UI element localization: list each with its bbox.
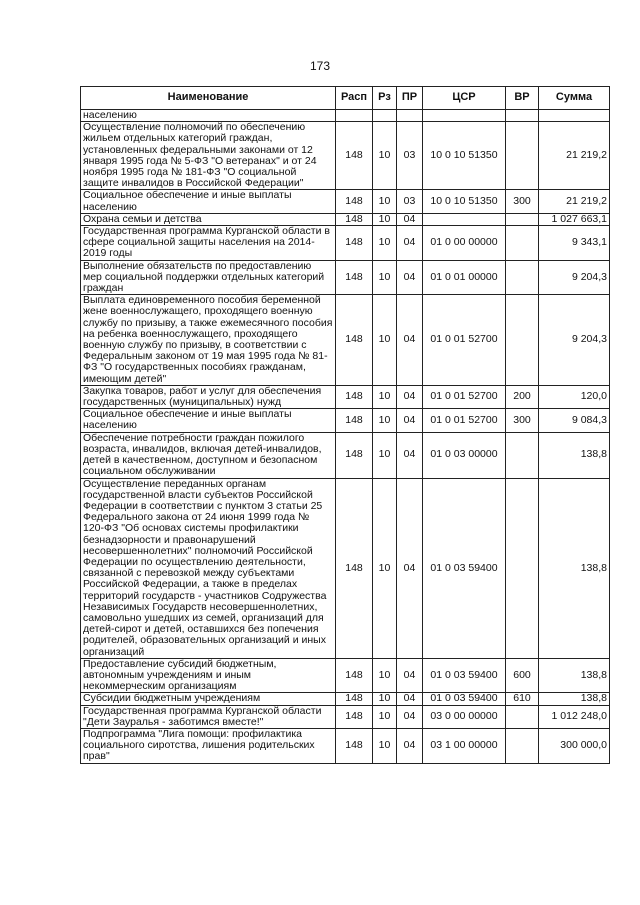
cell-name: Социальное обеспечение и иные выплаты населению	[81, 409, 336, 432]
cell-rasp: 148	[336, 693, 373, 705]
cell-vr: 610	[506, 693, 539, 705]
cell-name: Обеспечение потребности граждан пожилого возраста, инвалидов, включая детей-инвалидов, детей в качественном, доступном и безопасном социальном обслуживании	[81, 432, 336, 478]
cell-csr: 10 0 10 51350	[423, 122, 506, 190]
cell-rz: 10	[373, 705, 397, 728]
table-row	[81, 409, 610, 432]
cell-vr	[506, 260, 539, 295]
cell-rz: 10	[373, 385, 397, 408]
cell-rasp: 148	[336, 190, 373, 213]
cell-vr	[506, 226, 539, 261]
cell-rz: 10	[373, 260, 397, 295]
cell-pr: 04	[397, 432, 423, 478]
cell-sum: 9 204,3	[539, 260, 610, 295]
cell-rz: 10	[373, 226, 397, 261]
cell-csr: 10 0 10 51350	[423, 190, 506, 213]
cell-csr: 01 0 03 00000	[423, 432, 506, 478]
table-row	[81, 728, 610, 763]
cell-csr: 01 0 01 52700	[423, 295, 506, 386]
cell-rasp: 148	[336, 295, 373, 386]
page-number: 173	[309, 59, 331, 73]
table-row	[81, 478, 610, 658]
cell-vr	[506, 478, 539, 658]
cell-name: Закупка товаров, работ и услуг для обеспечения государственных (муниципальных) нужд	[81, 385, 336, 408]
header-csr: ЦСР	[423, 87, 506, 110]
cell-rz: 10	[373, 478, 397, 658]
cell-rz: 10	[373, 190, 397, 213]
table-row	[81, 705, 610, 728]
cell-vr	[506, 213, 539, 225]
cell-rz: 10	[373, 693, 397, 705]
cell-csr: 01 0 00 00000	[423, 226, 506, 261]
cell-csr: 01 0 01 00000	[423, 260, 506, 295]
cell-sum	[539, 110, 610, 122]
table-row	[81, 190, 610, 213]
cell-sum: 1 012 248,0	[539, 705, 610, 728]
table-row	[81, 295, 610, 386]
cell-pr: 04	[397, 693, 423, 705]
cell-csr: 01 0 03 59400	[423, 478, 506, 658]
cell-pr: 04	[397, 409, 423, 432]
cell-vr	[506, 295, 539, 386]
cell-vr: 300	[506, 190, 539, 213]
cell-rasp: 148	[336, 226, 373, 261]
cell-name: Государственная программа Курганской области в сфере социальной защиты населения на 2014-2019 годы	[81, 226, 336, 261]
cell-pr: 04	[397, 260, 423, 295]
cell-csr: 03 1 00 00000	[423, 728, 506, 763]
cell-rasp: 148	[336, 478, 373, 658]
header-pr: ПР	[397, 87, 423, 110]
cell-vr: 200	[506, 385, 539, 408]
cell-name: Предоставление субсидий бюджетным, автономным учреждениям и иным некоммерческим организациям	[81, 658, 336, 693]
cell-vr	[506, 110, 539, 122]
table-row	[81, 122, 610, 190]
cell-csr: 03 0 00 00000	[423, 705, 506, 728]
cell-name: Осуществление полномочий по обеспечению жильем отдельных категорий граждан, установленных федеральными законами от 12 января 1995 года № 5-ФЗ "О ветеранах" и от 24 ноября 1995 года № 181-ФЗ "О социальной защите инвалидов в Российской Федерации"	[81, 122, 336, 190]
cell-rz: 10	[373, 122, 397, 190]
cell-name: Социальное обеспечение и иные выплаты населению	[81, 190, 336, 213]
cell-rz: 10	[373, 295, 397, 386]
cell-sum: 9 204,3	[539, 295, 610, 386]
cell-pr: 04	[397, 295, 423, 386]
cell-pr: 04	[397, 728, 423, 763]
header-rasp: Расп	[336, 87, 373, 110]
cell-rasp: 148	[336, 385, 373, 408]
budget-table	[80, 86, 610, 764]
cell-rasp	[336, 110, 373, 122]
table-row	[81, 226, 610, 261]
cell-pr: 03	[397, 190, 423, 213]
cell-name: Выплата единовременного пособия беременной жене военнослужащего, проходящего военную службу по призыву, а также ежемесячного пособия на ребенка военнослужащего, проходящего военную службу по призыву, в соответствии с Федеральным законом от 19 мая 1995 года № 81-ФЗ "О государственных пособиях гражданам, имеющим детей"	[81, 295, 336, 386]
cell-rz: 10	[373, 728, 397, 763]
cell-name: Государственная программа Курганской области "Дети Зауралья - заботимся вместе!"	[81, 705, 336, 728]
cell-pr: 04	[397, 658, 423, 693]
cell-rz: 10	[373, 432, 397, 478]
cell-csr	[423, 110, 506, 122]
cell-pr: 04	[397, 226, 423, 261]
table-header-row	[81, 87, 610, 110]
cell-csr: 01 0 03 59400	[423, 658, 506, 693]
cell-rz: 10	[373, 658, 397, 693]
cell-sum: 120,0	[539, 385, 610, 408]
table-row	[81, 260, 610, 295]
table-row	[81, 658, 610, 693]
cell-rasp: 148	[336, 432, 373, 478]
header-name: Наименование	[81, 87, 336, 110]
cell-rasp: 148	[336, 705, 373, 728]
cell-csr	[423, 213, 506, 225]
table-row	[81, 110, 610, 122]
cell-csr: 01 0 03 59400	[423, 693, 506, 705]
cell-vr: 300	[506, 409, 539, 432]
cell-name: Осуществление переданных органам государственной власти субъектов Российской Федерации в соответствии с пунктом 3 статьи 25 Федерального закона от 24 июня 1999 года № 120-ФЗ "Об основах системы профилактики безнадзорности и правонарушений несовершеннолетних" полномочий Российской Федерации по осуществлению деятельности, связанной с перевозкой между субъектами Российской Федерации, а также в пределах территорий государств - участников Содружества Независимых Государств несовершеннолетних, самовольно ушедших из семей, организаций для детей-сирот и детей, оставшихся без попечения родителей, образовательных организаций и иных организаций	[81, 478, 336, 658]
cell-pr	[397, 110, 423, 122]
cell-name: Выполнение обязательств по предоставлению мер социальной поддержки отдельных категорий граждан	[81, 260, 336, 295]
cell-csr: 01 0 01 52700	[423, 385, 506, 408]
header-sum: Сумма	[539, 87, 610, 110]
cell-sum: 1 027 663,1	[539, 213, 610, 225]
cell-pr: 03	[397, 122, 423, 190]
cell-sum: 21 219,2	[539, 190, 610, 213]
cell-pr: 04	[397, 705, 423, 728]
cell-rasp: 148	[336, 122, 373, 190]
cell-name: населению	[81, 110, 336, 122]
cell-vr	[506, 728, 539, 763]
cell-rasp: 148	[336, 728, 373, 763]
cell-sum: 138,8	[539, 478, 610, 658]
cell-pr: 04	[397, 213, 423, 225]
cell-rasp: 148	[336, 409, 373, 432]
cell-sum: 138,8	[539, 693, 610, 705]
header-rz: Рз	[373, 87, 397, 110]
cell-name: Субсидии бюджетным учреждениям	[81, 693, 336, 705]
cell-vr	[506, 705, 539, 728]
cell-pr: 04	[397, 478, 423, 658]
cell-pr: 04	[397, 385, 423, 408]
cell-rz: 10	[373, 409, 397, 432]
cell-name: Подпрограмма "Лига помощи: профилактика социального сиротства, лишения родительских прав"	[81, 728, 336, 763]
table-row	[81, 213, 610, 225]
cell-sum: 138,8	[539, 432, 610, 478]
cell-sum: 21 219,2	[539, 122, 610, 190]
cell-vr: 600	[506, 658, 539, 693]
header-vr: ВР	[506, 87, 539, 110]
cell-vr	[506, 432, 539, 478]
cell-csr: 01 0 01 52700	[423, 409, 506, 432]
cell-vr	[506, 122, 539, 190]
table-row	[81, 385, 610, 408]
cell-rasp: 148	[336, 213, 373, 225]
table-row	[81, 693, 610, 705]
table-row	[81, 432, 610, 478]
cell-rasp: 148	[336, 658, 373, 693]
cell-sum: 138,8	[539, 658, 610, 693]
cell-rz	[373, 110, 397, 122]
cell-rasp: 148	[336, 260, 373, 295]
cell-rz: 10	[373, 213, 397, 225]
cell-name: Охрана семьи и детства	[81, 213, 336, 225]
cell-sum: 9 084,3	[539, 409, 610, 432]
cell-sum: 300 000,0	[539, 728, 610, 763]
cell-sum: 9 343,1	[539, 226, 610, 261]
